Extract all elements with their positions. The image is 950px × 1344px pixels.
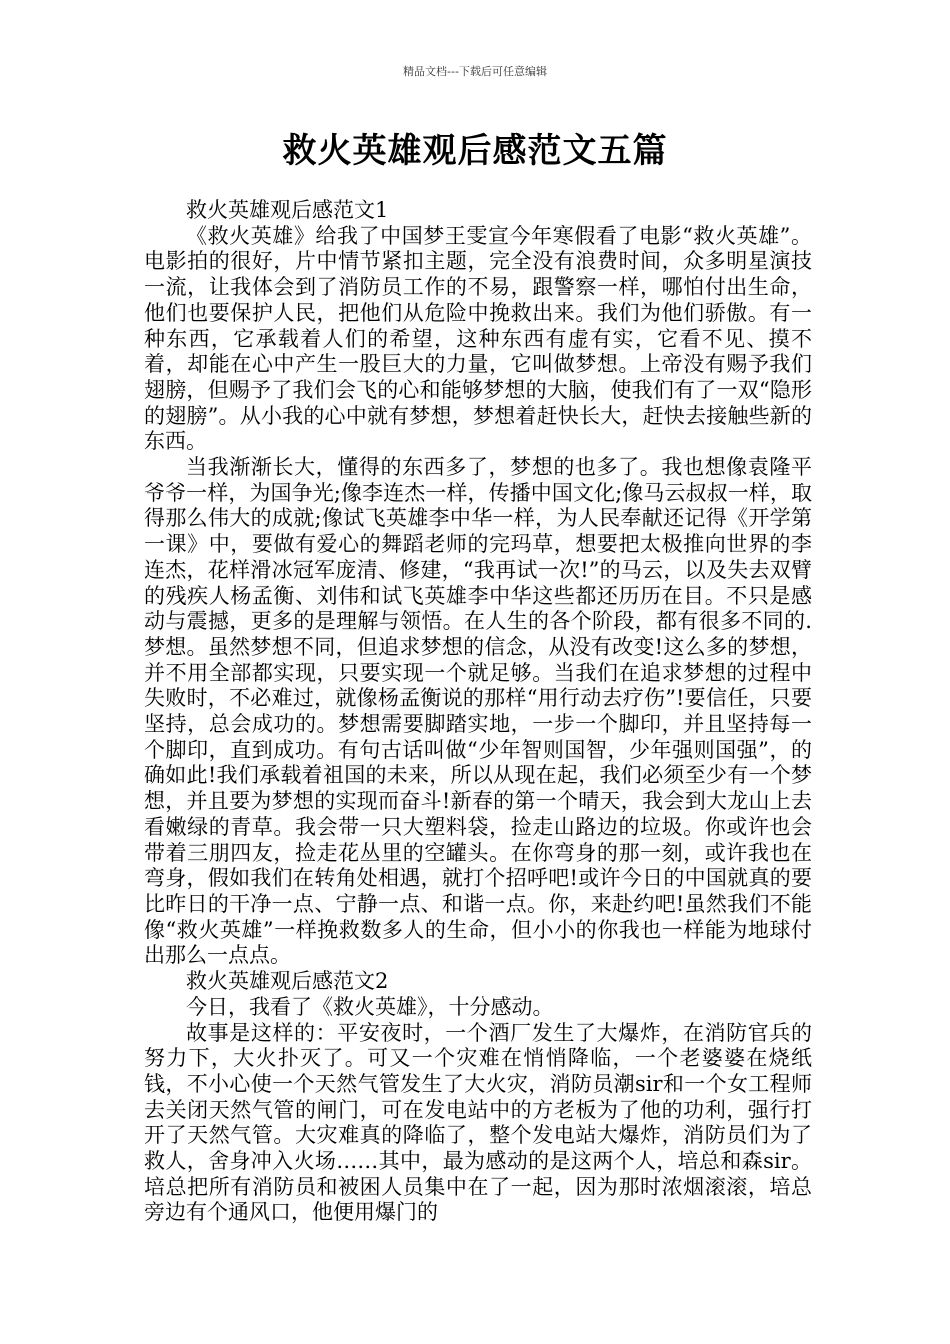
- document-body: [144, 198, 812, 1226]
- paragraph: 故事是这样的：平安夜时，一个酒厂发生了大爆炸，在消防官兵的努力下，大火扑灭了。可又一个灾难在悄悄降临，一个老婆婆在烧纸钱，不小心使一个天然气管发生了大火灾，消防员潮sir和一个女工程师去关闭天然气管的闸门，可在发电站中的方老板为了他的功利，强行打开了天然气管。大灾难真的降临了，整个发电站大爆炸，消防员们为了救人，舍身冲入火场……其中，最为感动的是这两个人，培总和森sir。培总把所有消防员和被困人员集中在了一起，因为那时浓烟滚滚，培总旁边有个通风口，他便用爆门的: [144, 1020, 812, 1225]
- paragraph: 当我渐渐长大，懂得的东西多了，梦想的也多了。我也想像袁隆平爷爷一样，为国争光;像李连杰一样，传播中国文化;像马云叔叔一样，取得那么伟大的成就;像试飞英雄李中华一样，为人民奉献还记得《开学第一课》中，要做有爱心的舞蹈老师的完玛草，想要把太极推向世界的李连杰，花样滑冰冠军庞清、修建，“我再试一次!”的马云，以及失去双臂的残疾人杨孟衡、刘伟和试飞英雄李中华这些都还历历在目。不只是感动与震撼，更多的是理解与领悟。在人生的各个阶段，都有很多不同的.梦想。虽然梦想不同，但追求梦想的信念，从没有改变!这么多的梦想，并不用全部都实现，只要实现一个就足够。当我们在追求梦想的过程中失败时，不必难过，就像杨孟衡说的那样“用行动去疗伤”!要信任，只要坚持，总会成功的。梦想需要脚踏实地，一步一个脚印，并且坚持每一个脚印，直到成功。有句古话叫做“少年智则国智，少年强则国强”，的确如此!我们承载着祖国的未来，所以从现在起，我们必须至少有一个梦想，并且要为梦想的实现而奋斗!新春的第一个晴天，我会到大龙山上去看嫩绿的青草。我会带一只大塑料袋，捡走山路边的垃圾。你或许也会带着三朋四友，捡走花丛里的空罐头。在你弯身的那一刻，或许我也在弯身，假如我们在转角处相遇，就打个招呼吧!或许今日的中国就真的要比昨日的干净一点、宁静一点、和谐一点。你，来赴约吧!虽然我们不能像“救火英雄”一样挽救数多人的生命，但小小的你我也一样能为地球付出那么一点点。: [144, 455, 812, 968]
- paragraph: 今日，我看了《救火英雄》，十分感动。: [186, 994, 554, 1019]
- section-heading-1: 救火英雄观后感范文1: [186, 198, 389, 222]
- header-note: 精品文档---下载后可任意编辑: [403, 65, 547, 78]
- document-title: 救火英雄观后感范文五篇: [282, 131, 668, 171]
- paragraph: 《救火英雄》给我了中国梦王雯宣今年寒假看了电影“救火英雄”。电影拍的很好，片中情节紧扣主题，完全没有浪费时间，众多明星演技一流，让我体会到了消防员工作的不易，跟警察一样，哪怕付出生命，他们也要保护人民，把他们从危险中挽救出来。我们为他们骄傲。有一种东西，它承载着人们的希望，这种东西有虚有实，它看不见、摸不着，却能在心中产生一股巨大的力量，它叫做梦想。上帝没有赐予我们翅膀，但赐予了我们会飞的心和能够梦想的大脑，使我们有了一双“隐形的翅膀”。从小我的心中就有梦想，梦想着赶快长大，赶快去接触些新的东西。: [144, 223, 812, 454]
- section-heading-2: 救火英雄观后感范文2: [186, 969, 389, 994]
